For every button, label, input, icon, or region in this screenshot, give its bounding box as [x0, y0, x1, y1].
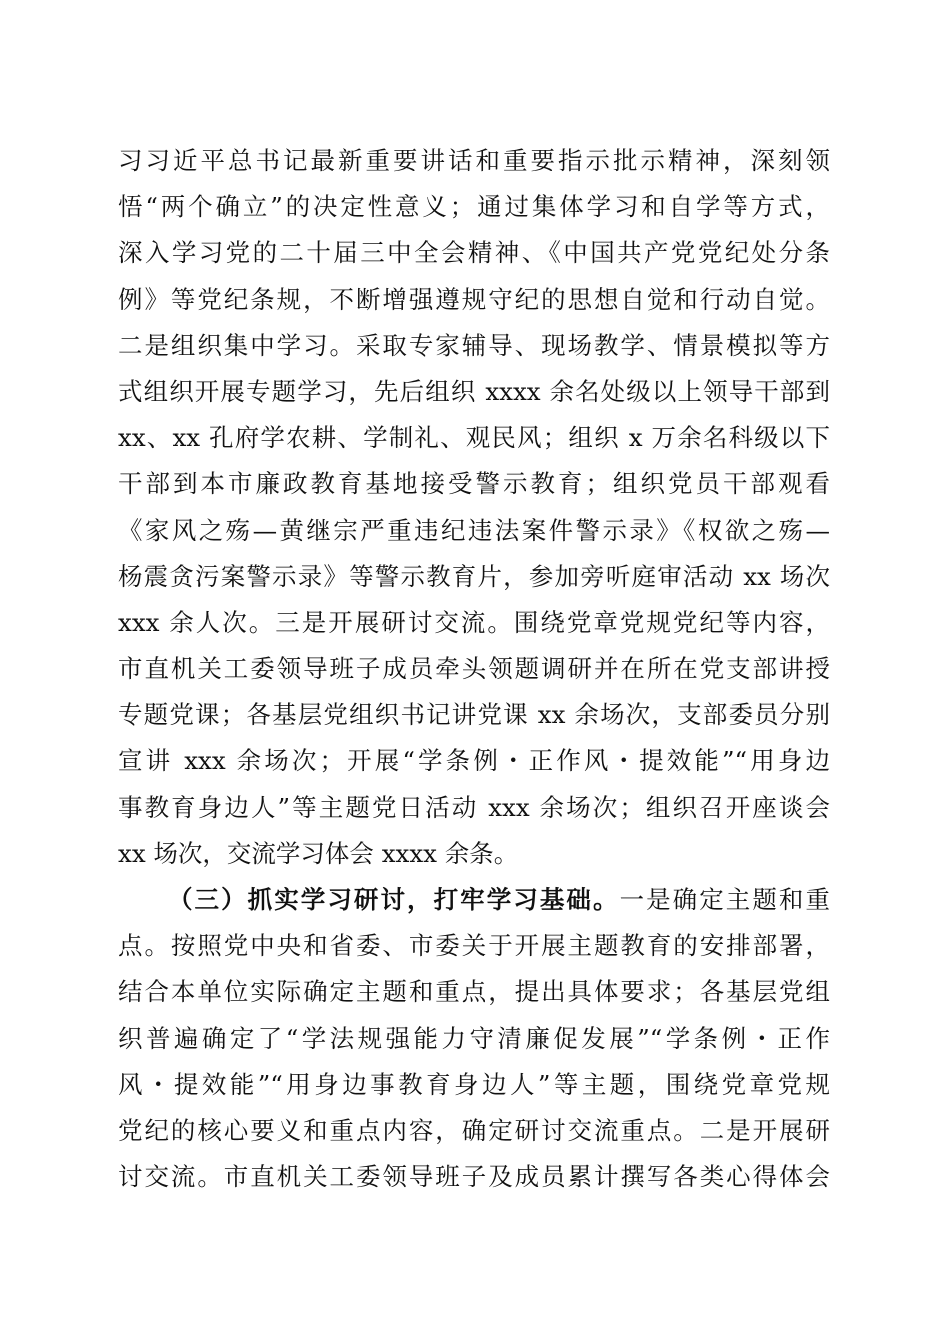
body-line: 例》等党纪条规，不断增强遵规守纪的思想自觉和行动自觉。: [118, 284, 830, 314]
section-3-line: 讨交流。市直机关工委领导班子及成员累计撰写各类心得体会: [118, 1162, 830, 1192]
section-3-line: 结合本单位实际确定主题和重点，提出具体要求；各基层党组: [118, 977, 830, 1007]
body-line: 事教育身边人”等主题党日活动 xxx 余场次；组织召开座谈会: [118, 792, 830, 822]
section-3-heading: （三）抓实学习研讨，打牢学习基础。: [168, 885, 620, 914]
body-line: xx、xx 孔府学农耕、学制礼、观民风；组织 x 万余名科级以下: [118, 423, 830, 453]
body-line: 市直机关工委领导班子成员牵头领题调研并在所在党支部讲授: [118, 654, 830, 684]
body-line: xxx 余人次。三是开展研讨交流。围绕党章党规党纪等内容，: [118, 607, 830, 637]
body-line: 二是组织集中学习。采取专家辅导、现场教学、情景模拟等方: [118, 330, 830, 360]
section-3-first-line: [118, 877, 830, 923]
body-line: 悟“两个确立”的决定性意义；通过集体学习和自学等方式，: [118, 192, 830, 222]
body-line: 干部到本市廉政教育基地接受警示教育；组织党员干部观看: [118, 469, 830, 499]
body-line: 专题党课；各基层党组织书记讲党课 xx 余场次，支部委员分别: [118, 700, 830, 730]
section-3-line: 风・提效能”“用身边事教育身边人”等主题，围绕党章党规: [118, 1069, 830, 1099]
body-line: xx 场次，交流学习体会 xxxx 余条。: [118, 838, 519, 868]
body-line: 式组织开展专题学习，先后组织 xxxx 余名处级以上领导干部到: [118, 376, 830, 406]
body-line: 宣讲 xxx 余场次；开展“学条例・正作风・提效能”“用身边: [118, 746, 830, 776]
body-line: 杨震贪污案警示录》等警示教育片，参加旁听庭审活动 xx 场次: [118, 561, 830, 591]
section-3-line: 党纪的核心要义和重点内容，确定研讨交流重点。二是开展研: [118, 1115, 830, 1145]
body-line: 深入学习党的二十届三中全会精神、《中国共产党党纪处分条: [118, 238, 830, 268]
section-3-line: 织普遍确定了“学法规强能力守清廉促发展”“学条例・正作: [118, 1023, 830, 1053]
body-line: 《家风之殇—黄继宗严重违纪违法案件警示录》《权欲之殇—: [118, 515, 830, 545]
section-3-line: 点。按照党中央和省委、市委关于开展主题教育的安排部署，: [118, 931, 830, 961]
document-body: [118, 138, 830, 1200]
body-line: 习习近平总书记最新重要讲话和重要指示批示精神，深刻领: [118, 146, 830, 175]
section-3-first-line-text: 一是确定主题和重: [619, 885, 830, 914]
